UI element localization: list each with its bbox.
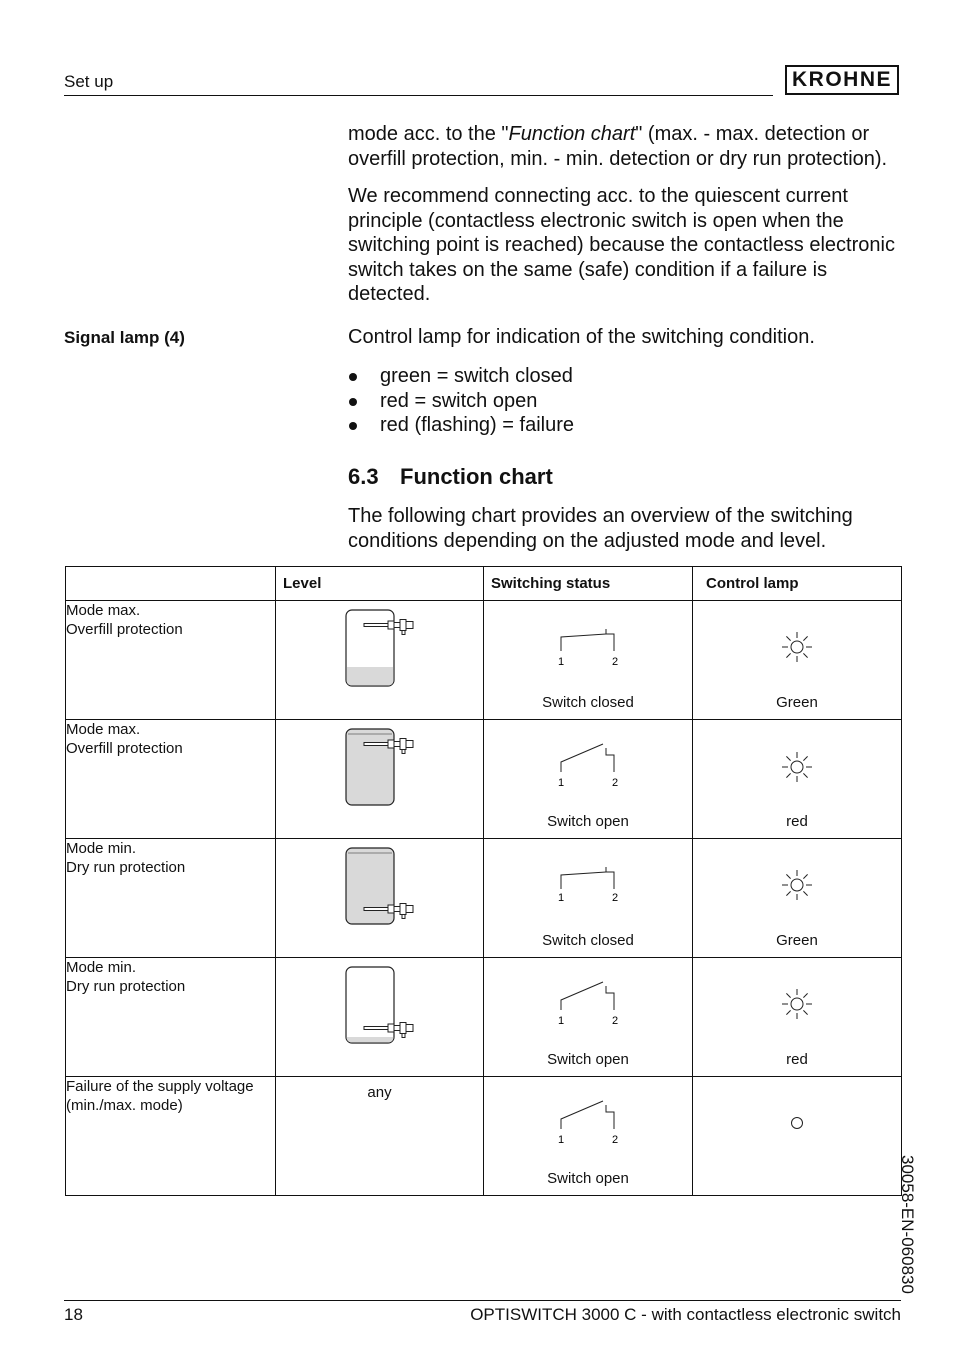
switching-status-cell [484, 1077, 693, 1196]
level-cell [276, 1077, 484, 1196]
footer-rule [64, 1300, 901, 1301]
control-lamp-cell [693, 601, 902, 720]
lamp-lit-icon [693, 958, 902, 1038]
mode-cell: Failure of the supply voltage (min./max. mode) [66, 1077, 276, 1196]
terminal-1-label: 1 [557, 777, 565, 789]
lamp-color-caption: red [786, 1051, 808, 1068]
lamp-color-caption: Green [776, 932, 818, 949]
switch-closed-symbol [484, 601, 693, 681]
terminal-1-label: 1 [557, 1134, 565, 1146]
level-cell [276, 958, 484, 1077]
footer-title: OPTISWITCH 3000 C - with contactless electronic switch [470, 1305, 901, 1324]
switch-open-symbol [484, 1077, 693, 1157]
section-title: Function chart [400, 464, 553, 489]
document-id: 30058-EN-060830 [898, 1155, 917, 1294]
table-row [66, 601, 902, 720]
switch-closed-symbol [484, 839, 693, 919]
terminal-2-label: 2 [611, 1015, 619, 1027]
switching-status-cell [484, 958, 693, 1077]
control-lamp-cell [693, 1077, 902, 1196]
function-chart-table [65, 566, 902, 1196]
switch-status-caption: Switch open [547, 813, 629, 830]
switch-status-caption: Switch open [547, 1170, 629, 1187]
tank-full-sensor-bottom-icon [276, 839, 484, 956]
level-any-label: any [367, 1084, 392, 1101]
terminal-1-label: 1 [557, 892, 565, 904]
terminal-2-label: 2 [611, 777, 619, 789]
control-lamp-cell [693, 839, 902, 958]
switching-status-cell [484, 839, 693, 958]
lamp-color-caption: Green [776, 694, 818, 711]
terminal-2-label: 2 [611, 892, 619, 904]
signal-lamp-bullet-list [348, 364, 574, 438]
intro-paragraph-1: mode acc. to the "Function chart" (max. - max. detection or overfill protection, min. - min. detection or dry run protection). [348, 123, 888, 170]
mode-cell: Mode max. Overfill protection [66, 601, 276, 720]
switch-status-caption: Switch closed [542, 694, 634, 711]
header-level: Level [276, 567, 484, 601]
lamp-lit-icon [693, 839, 902, 919]
control-lamp-cell [693, 720, 902, 839]
tank-full-sensor-top-icon [276, 720, 484, 837]
signal-lamp-label: Signal lamp (4) [64, 328, 185, 347]
switch-status-caption: Switch closed [542, 932, 634, 949]
tank-low-level-sensor-top-icon [276, 601, 484, 718]
mode-cell: Mode min. Dry run protection [66, 839, 276, 958]
header-control-lamp: Control lamp [693, 567, 902, 601]
terminal-1-label: 1 [557, 1015, 565, 1027]
section-intro: The following chart provides an overview of the switching conditions depending on the adjusted mode and level. [348, 505, 853, 552]
terminal-2-label: 2 [611, 656, 619, 668]
tank-empty-sensor-bottom-icon [276, 958, 484, 1075]
signal-lamp-text: Control lamp for indication of the switching condition. [348, 326, 815, 348]
control-lamp-cell [693, 958, 902, 1077]
switch-open-symbol [484, 720, 693, 800]
header-mode [66, 567, 276, 601]
table-row [66, 839, 902, 958]
lamp-lit-icon [693, 720, 902, 800]
intro-paragraph-2: We recommend connecting acc. to the quiescent current principle (contactless electronic switch is open when the switching point is reached) because the contactless electronic switch takes on the same (safe) condition if a failure is detected. [348, 185, 895, 305]
function-chart-reference: Function chart [508, 123, 636, 145]
table-header-row [66, 567, 902, 601]
level-cell [276, 839, 484, 958]
header-section-label: Set up [64, 72, 114, 91]
header-rule [64, 95, 773, 96]
lamp-off-icon [693, 1077, 902, 1157]
switching-status-cell [484, 601, 693, 720]
table-row [66, 720, 902, 839]
lamp-lit-icon [693, 601, 902, 681]
switch-open-symbol [484, 958, 693, 1038]
terminal-2-label: 2 [611, 1134, 619, 1146]
header-switching-status: Switching status [484, 567, 693, 601]
mode-cell: Mode max. Overfill protection [66, 720, 276, 839]
lamp-color-caption: red [786, 813, 808, 830]
krohne-logo: KROHNE [785, 65, 899, 95]
list-item: red = switch open [348, 389, 574, 414]
table-row [66, 1077, 902, 1196]
mode-cell: Mode min. Dry run protection [66, 958, 276, 1077]
switch-status-caption: Switch open [547, 1051, 629, 1068]
section-number: 6.3 [348, 464, 379, 489]
section-heading [348, 464, 553, 490]
page-number: 18 [64, 1305, 83, 1324]
level-cell [276, 601, 484, 720]
table-row [66, 958, 902, 1077]
list-item: red (flashing) = failure [348, 413, 574, 438]
terminal-1-label: 1 [557, 656, 565, 668]
list-item: green = switch closed [348, 364, 574, 389]
switching-status-cell [484, 720, 693, 839]
level-cell [276, 720, 484, 839]
